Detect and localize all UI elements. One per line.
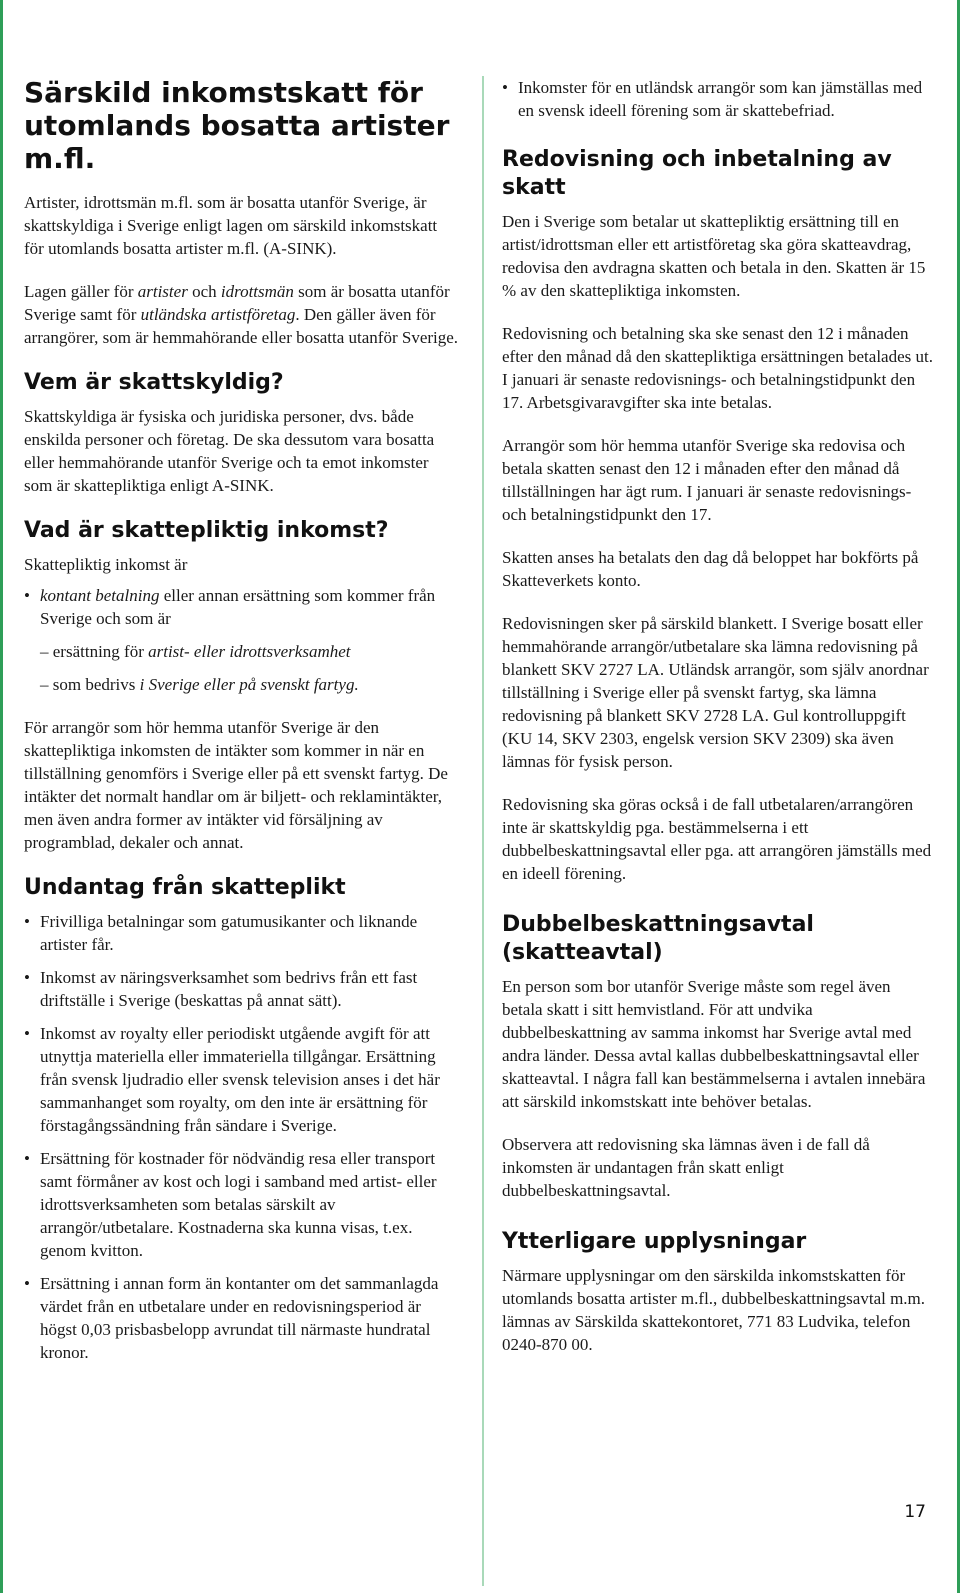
- right-column: [502, 76, 934, 1376]
- intro-em-artister: artister: [137, 282, 188, 301]
- vad-dash-item-1: [40, 640, 460, 663]
- redovisning-paragraph-4: Skatten anses ha betalats den dag då beloppet har bokförts på Skatteverkets konto.: [502, 548, 919, 590]
- heading-vem: Vem är skattskyldig?: [24, 370, 284, 395]
- bullet-icon: •: [24, 968, 30, 987]
- intro-text-1: Lagen gäller för: [24, 282, 138, 301]
- list-item-text: Inkomst av näringsverksamhet som bedrivs från ett fast driftställe i Sverige (beskattas på annat sätt).: [40, 968, 418, 1010]
- dash-em: artist- eller idrottsverksamhet: [148, 642, 351, 661]
- list-item: [24, 1022, 460, 1137]
- dubbel-paragraph-2: Observera att redovisning ska lämnas även i de fall då inkomsten är undantagen från skatt enligt dubbelbeskattningsavtal.: [502, 1135, 870, 1200]
- list-item: [502, 76, 934, 122]
- page-title: Särskild inkomstskatt för utomlands bosatta artister m.fl.: [24, 76, 450, 175]
- intro-paragraph-1: Artister, idrottsmän m.fl. som är bosatta utanför Sverige, är skattskyldiga i Sverige enligt lagen om särskild inkomstskatt för utomlands bosatta artister m.fl. (A-SINK).: [24, 193, 438, 258]
- heading-ytterligare: Ytterligare upplysningar: [502, 1229, 807, 1254]
- redovisning-paragraph-1: Den i Sverige som betalar ut skattepliktig ersättning till en artist/idrottsman eller ett artistföretag ska göra skatteavdrag, redovisa den avdragna skatten och betala in den. Skatten är 15 % av den skattepliktiga inkomsten.: [502, 212, 926, 300]
- intro-text-4: . Den gäller även för arrangörer, som är hemmahörande eller bosatta utanför Sverige.: [24, 305, 459, 347]
- bullet-icon: •: [24, 1024, 30, 1043]
- bullet-icon: •: [24, 912, 30, 931]
- list-item: [24, 966, 460, 1012]
- heading-vad: Vad är skattepliktig inkomst?: [24, 518, 389, 543]
- list-item: [24, 584, 460, 630]
- vem-paragraph: Skattskyldiga är fysiska och juridiska personer, dvs. både enskilda personer och företag. De ska dessutom vara bosatta eller hemmahörande utanför Sverige och ta emot inkomster som är skattepliktiga enligt A-SINK.: [24, 407, 435, 495]
- vad-bullet-list: [24, 584, 460, 630]
- left-column: [24, 76, 460, 1384]
- column-divider: [482, 76, 484, 1586]
- intro-em-artistforetag: utländska artistföretag: [140, 305, 296, 324]
- redovisning-paragraph-5: Redovisningen sker på särskild blankett. I Sverige bosatt eller hemmahörande arrangör/utbetalare ska lämna redovisning på blankett SKV 2727 LA. Utländsk arrangör, som själv anordnar tillställning i Sverige eller på svenskt fartyg, ska lämna redovisning på blankett SKV 2728 LA. Gul kontrolluppgift (KU 14, SKV 2303, engelsk version SKV 2309) ska även lämnas för fysisk person.: [502, 614, 929, 771]
- bullet-icon: •: [502, 78, 508, 97]
- list-item: [24, 1147, 460, 1262]
- vad-paragraph-2: För arrangör som hör hemma utanför Sverige är den skattepliktiga inkomsten de intäkter som kommer in när en tillställning genomförs i Sverige eller på ett svenskt fartyg. De intäkter det normalt handlar om är biljett- och reklamintäkter, men även andra former av intäkter vid försäljning av programblad, dekaler och annat.: [24, 718, 448, 852]
- list-item-text: Inkomst av royalty eller periodiskt utgående avgift för att utnyttja materiella eller immateriella tillgångar. Ersättning från svensk ljudradio eller svensk television anses i det här sammanhanget som royalty, om den inte är ersättning för förstagångssändning från sändare i Sverige.: [40, 1024, 440, 1135]
- heading-dubbelbeskattning: Dubbelbeskattningsavtal (skatteavtal): [502, 912, 814, 965]
- undantag-list-continued: [502, 76, 934, 122]
- redovisning-paragraph-2: Redovisning och betalning ska ske senast den 12 i månaden efter den månad då den skattepliktiga ersättningen betalades ut. I januari är senaste redovisnings- och betalningstidpunkt den 17. Arbetsgivaravgifter ska inte betalas.: [502, 324, 933, 412]
- dash-em: i Sverige eller på svenskt fartyg.: [139, 675, 359, 694]
- dash-text: – ersättning för: [40, 642, 149, 661]
- dubbel-paragraph-1: En person som bor utanför Sverige måste som regel även betala skatt i sitt hemvistland. För att undvika dubbelbeskattning av samma inkomst har Sverige avtal med andra länder. Dessa avtal kallas dubbelbeskattningsavtal eller skatteavtal. I några fall kan bestämmelserna i avtalen innebära att särskild inkomstskatt inte behöver betalas.: [502, 977, 926, 1111]
- heading-undantag: Undantag från skatteplikt: [24, 875, 346, 900]
- intro-text-2: och: [187, 282, 221, 301]
- list-item-text: Ersättning för kostnader för nödvändig resa eller transport samt förmåner av kost och logi i samband med artist- eller idrottsverksamheten som betalas särskilt av arrangör/utbetalare. Kostnaderna ska kunna visas, t.ex. genom kvitton.: [40, 1149, 437, 1260]
- intro-em-idrottsman: idrottsmän: [220, 282, 294, 301]
- vad-dash-item-2: [40, 673, 460, 696]
- heading-redovisning: Redovisning och inbetalning av skatt: [502, 147, 892, 200]
- bullet-icon: •: [24, 586, 30, 605]
- vad-bullet-text: eller annan ersättning som kommer från Sverige och som är: [40, 586, 436, 628]
- redovisning-paragraph-6: Redovisning ska göras också i de fall utbetalaren/arrangören inte är skattskyldig pga. bestämmelserna i ett dubbelbeskattningsavtal eller pga. att arrangören jämställs med en ideell förening.: [502, 795, 932, 883]
- undantag-list: [24, 910, 460, 1364]
- intro-paragraph-2: [24, 280, 460, 349]
- list-item: [24, 910, 460, 956]
- page-number: 17: [904, 1502, 926, 1522]
- list-item-text: Ersättning i annan form än kontanter om det sammanlagda värdet från en utbetalare under en redovisningsperiod är högst 0,03 prisbasbelopp avrundat till närmaste hundratal kronor.: [40, 1274, 439, 1362]
- bullet-icon: •: [24, 1149, 30, 1168]
- list-item: [24, 1272, 460, 1364]
- redovisning-paragraph-3: Arrangör som hör hemma utanför Sverige ska redovisa och betala skatten senast den 12 i månaden efter den månad då tillställningen har ägt rum. I januari är senaste redovisnings- och betalningstidpunkt den 17.: [502, 436, 912, 524]
- vad-intro: Skattepliktig inkomst är: [24, 555, 188, 574]
- intro-text-3: som är bosatta utanför Sverige samt för: [24, 282, 450, 324]
- ytterligare-paragraph: Närmare upplysningar om den särskilda inkomstskatten för utomlands bosatta artister m.fl., dubbelbeskattningsavtal m.m. lämnas av Särskilda skattekontoret, 771 83 Ludvika, telefon 0240-870 00.: [502, 1266, 926, 1354]
- vad-em-kontant: kontant betalning: [40, 586, 160, 605]
- bullet-icon: •: [24, 1274, 30, 1293]
- green-page-edge-left: [0, 0, 3, 1593]
- list-item-text: Frivilliga betalningar som gatumusikanter och liknande artister får.: [40, 912, 418, 954]
- list-item-text: Inkomster för en utländsk arrangör som kan jämställas med en svensk ideell förening som är skattebefriad.: [518, 78, 923, 120]
- dash-text: – som bedrivs: [40, 675, 140, 694]
